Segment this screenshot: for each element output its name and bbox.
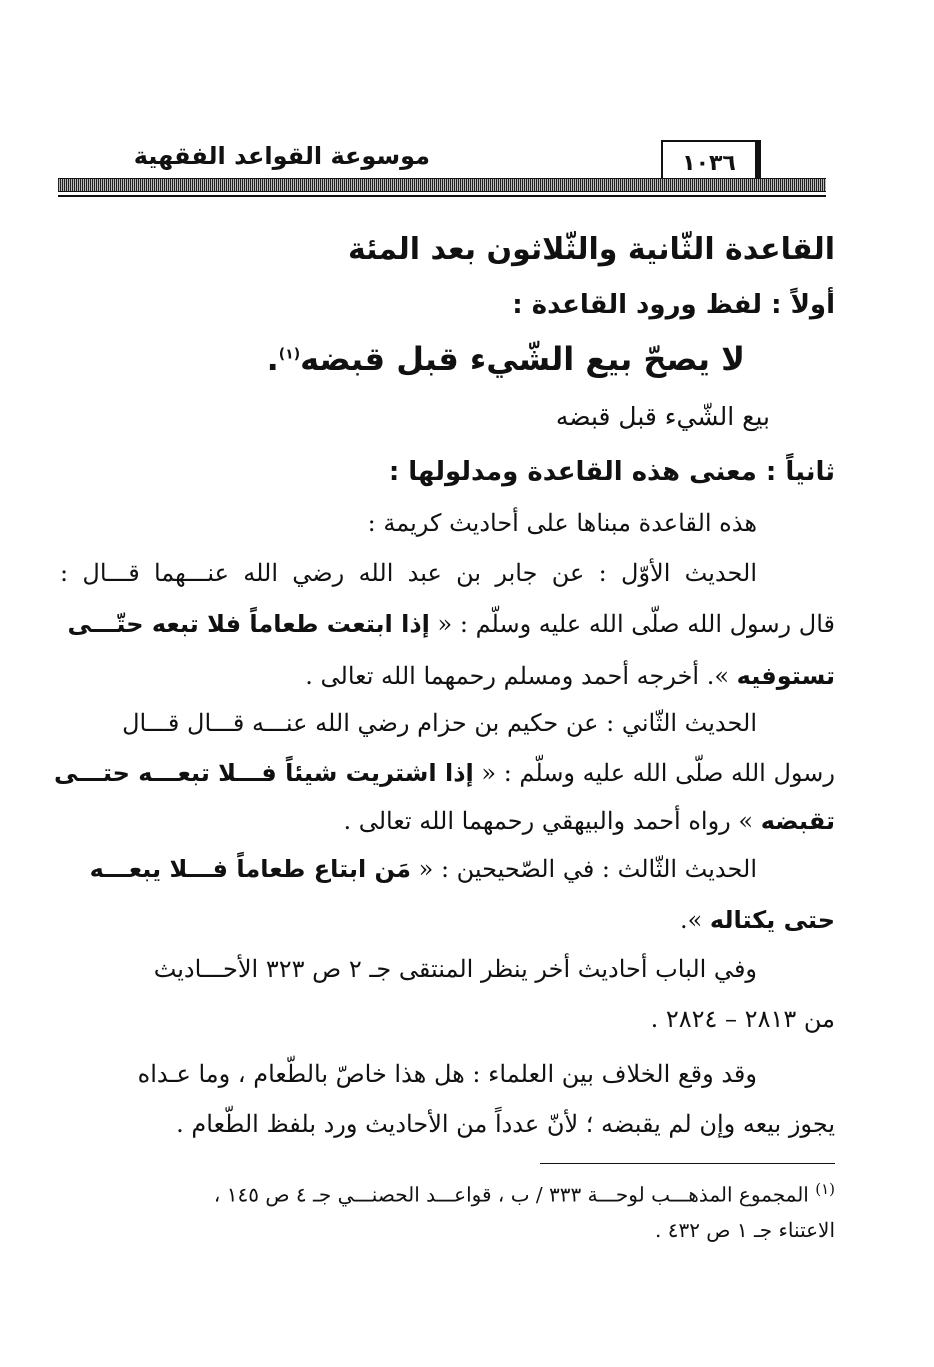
- rule-end: .: [266, 340, 279, 378]
- section-title: القاعدة الثّانية والثّلاثون بعد المئة: [347, 232, 835, 267]
- hadith-1-line-2: [60, 610, 835, 638]
- hadith-3-quote: مَن ابتاع طعاماً فـــلا يبعـــه: [89, 855, 411, 883]
- footnote-1-line-2: الاعتناء جـ ١ ص ٤٣٢ .: [654, 1218, 835, 1242]
- hadith-3-quote-end: حتى يكتاله: [709, 906, 835, 934]
- intro-line: هذه القاعدة مبناها على أحاديث كريمة :: [367, 509, 757, 537]
- footnote-rule: [540, 1163, 835, 1164]
- hadith-3-line-2: [60, 906, 835, 934]
- footnote-1-line-1: [60, 1180, 835, 1207]
- dispute-line-2: يجوز بيعه وإن لم يقبضه ؛ لأنّ عدداً من الأحاديث ورد بلفظ الطّعام .: [176, 1110, 835, 1138]
- rule-statement: [267, 340, 745, 378]
- hadith-3-close: ».: [679, 906, 710, 934]
- hadith-2-line-2: [53, 759, 835, 787]
- hadith-2-quote-end: تقبضه: [760, 807, 835, 835]
- hadith-1-quote: إذا ابتعت طعاماً فلا تبعه حتّـــى: [67, 610, 430, 638]
- page-number: ١٠٣٦: [661, 140, 761, 188]
- hadith-1-line-3: [60, 662, 835, 690]
- heading-first: أولاً : لفظ ورود القاعدة :: [512, 290, 835, 320]
- footnote-1-text: المجموع المذهـــب لوحـــة ٣٣٣ / ب ، قواعـــد الحصنـــي جـ ٤ ص ١٤٥ ،: [213, 1182, 816, 1207]
- header-rule: [58, 195, 826, 197]
- heading-second: ثانياً : معنى هذه القاعدة ومدلولها :: [388, 457, 835, 487]
- footnote-marker: (١): [278, 346, 301, 363]
- hadith-2-source: » رواه أحمد والبيهقي رحمهما الله تعالى .: [343, 807, 761, 835]
- hadith-2-quote: إذا اشتريت شيئاً فـــلا تبعـــه حتـــى: [53, 759, 474, 787]
- other-hadith-line-2: من ٢٨١٣ – ٢٨٢٤ .: [650, 1005, 835, 1033]
- hadith-1-plain: قال رسول الله صلّى الله عليه وسلّم : «: [429, 610, 835, 638]
- dispute-line-1: وقد وقع الخلاف بين العلماء : هل هذا خاصّ بالطّعام ، وما عـداه: [137, 1060, 757, 1088]
- hadith-3-line-1: [60, 855, 757, 883]
- hadith-1-source: ». أخرجه أحمد ومسلم رحمهما الله تعالى .: [305, 662, 737, 690]
- short-phrase: بيع الشّيء قبل قبضه: [555, 402, 770, 431]
- header-hatch-bar: [58, 178, 826, 192]
- footnote-1-marker: (١): [815, 1180, 835, 1198]
- running-title: موسوعة القواعد الفقهية: [133, 142, 430, 170]
- hadith-1-quote-end: تستوفيه: [736, 662, 835, 690]
- rule-text: لا يصحّ بيع الشّيء قبل قبضه: [300, 340, 745, 378]
- hadith-2-plain: رسول الله صلّى الله عليه وسلّم : «: [473, 759, 835, 787]
- hadith-2-line-3: [60, 807, 835, 835]
- hadith-3-plain: الحديث الثّالث : في الصّحيحين : «: [411, 855, 757, 883]
- hadith-2-line-1: الحديث الثّاني : عن حكيم بن حزام رضي الله عنـــه قـــال قـــال: [122, 709, 757, 737]
- hadith-1-line-1: الحديث الأوّل : عن جابر بن عبد الله رضي الله عنـــهما قـــال :: [60, 559, 757, 587]
- other-hadith-line-1: وفي الباب أحاديث أخر ينظر المنتقى جـ ٢ ص ٣٢٣ الأحـــاديث: [153, 955, 757, 983]
